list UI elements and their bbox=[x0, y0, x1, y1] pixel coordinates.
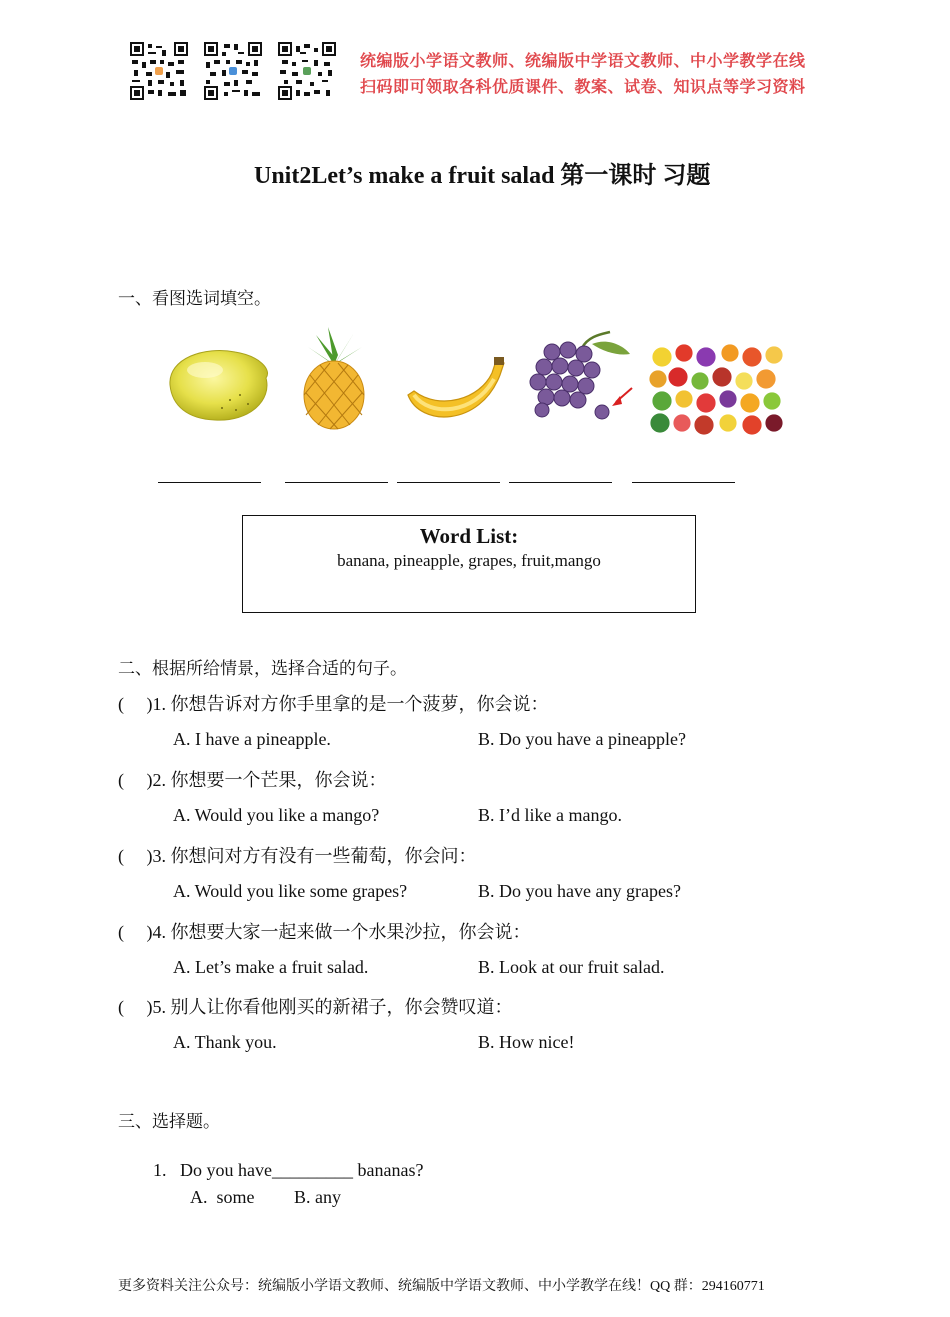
banana-picture bbox=[400, 355, 512, 430]
question-text: 3. 你想问对方有没有一些葡萄，你会问： bbox=[152, 846, 477, 866]
option-a[interactable]: A. Let’s make a fruit salad. bbox=[173, 957, 369, 977]
banner-line-2: 扫码即可领取各科优质课件、教案、试卷、知识点等学习资料 bbox=[360, 77, 806, 96]
section-heading-1: 一、看图选词填空。 bbox=[118, 289, 271, 309]
option-b[interactable]: B. Look at our fruit salad. bbox=[478, 957, 665, 977]
answer-blank[interactable] bbox=[632, 482, 735, 483]
option-a[interactable]: A. I have a pineapple. bbox=[173, 729, 331, 749]
section-heading-2: 二、根据所给情景，选择合适的句子。 bbox=[118, 659, 407, 679]
word-list-title: Word List: bbox=[419, 524, 519, 548]
answer-bracket[interactable]: ( ) bbox=[118, 846, 153, 866]
section-heading-3: 三、选择题。 bbox=[118, 1112, 220, 1132]
answer-bracket[interactable]: ( ) bbox=[118, 694, 153, 714]
question-1 bbox=[118, 690, 549, 716]
question-4 bbox=[118, 918, 531, 944]
answer-blank[interactable] bbox=[397, 482, 500, 483]
fruit-picture bbox=[648, 343, 788, 435]
page-title: Unit2Let’s make a fruit salad 第一课时 习题 bbox=[254, 163, 711, 189]
question-text: 4. 你想要大家一起来做一个水果沙拉，你会说： bbox=[152, 922, 531, 942]
qr-code-icon bbox=[204, 42, 262, 100]
answer-blank[interactable] bbox=[509, 482, 612, 483]
question-3 bbox=[118, 842, 477, 868]
option-a[interactable]: A. Would you like some grapes? bbox=[173, 881, 408, 901]
option-b[interactable]: B. How nice! bbox=[478, 1032, 575, 1052]
banner-line-1: 统编版小学语文教师、统编版中学语文教师、中小学教学在线 bbox=[360, 51, 806, 70]
pineapple-picture bbox=[298, 325, 370, 430]
question-text: 5. 别人让你看他刚买的新裙子，你会赞叹道： bbox=[152, 997, 513, 1017]
page-footer: 更多资料关注公众号：统编版小学语文教师、统编版中学语文教师、中小学教学在线！QQ 群：294160771 bbox=[118, 1279, 765, 1294]
answer-bracket[interactable]: ( ) bbox=[118, 770, 153, 790]
mc-question-1: 1. Do you have_________ bananas? bbox=[153, 1160, 424, 1180]
grapes-picture bbox=[522, 330, 637, 430]
question-text: 1. 你想告诉对方你手里拿的是一个菠萝，你会说： bbox=[152, 694, 549, 714]
qr-code-icon bbox=[130, 42, 188, 100]
option-b[interactable]: B. Do you have any grapes? bbox=[478, 881, 681, 901]
qr-code-icon bbox=[278, 42, 336, 100]
option-a[interactable]: A. Thank you. bbox=[173, 1032, 277, 1052]
mango-picture bbox=[160, 340, 275, 430]
option-a[interactable]: A. Would you like a mango? bbox=[173, 805, 380, 825]
question-2 bbox=[118, 766, 387, 792]
answer-blank[interactable] bbox=[158, 482, 261, 483]
word-list-box bbox=[242, 515, 696, 613]
option-a[interactable]: A. some bbox=[190, 1187, 255, 1207]
answer-blank[interactable] bbox=[285, 482, 388, 483]
answer-bracket[interactable]: ( ) bbox=[118, 997, 153, 1017]
word-list-words: banana, pineapple, grapes, fruit,mango bbox=[337, 551, 601, 570]
option-b[interactable]: B. Do you have a pineapple? bbox=[478, 729, 686, 749]
question-5 bbox=[118, 993, 513, 1019]
answer-bracket[interactable]: ( ) bbox=[118, 922, 153, 942]
option-b[interactable]: B. I’d like a mango. bbox=[478, 805, 622, 825]
question-text: 2. 你想要一个芒果，你会说： bbox=[152, 770, 387, 790]
option-b[interactable]: B. any bbox=[294, 1187, 341, 1207]
